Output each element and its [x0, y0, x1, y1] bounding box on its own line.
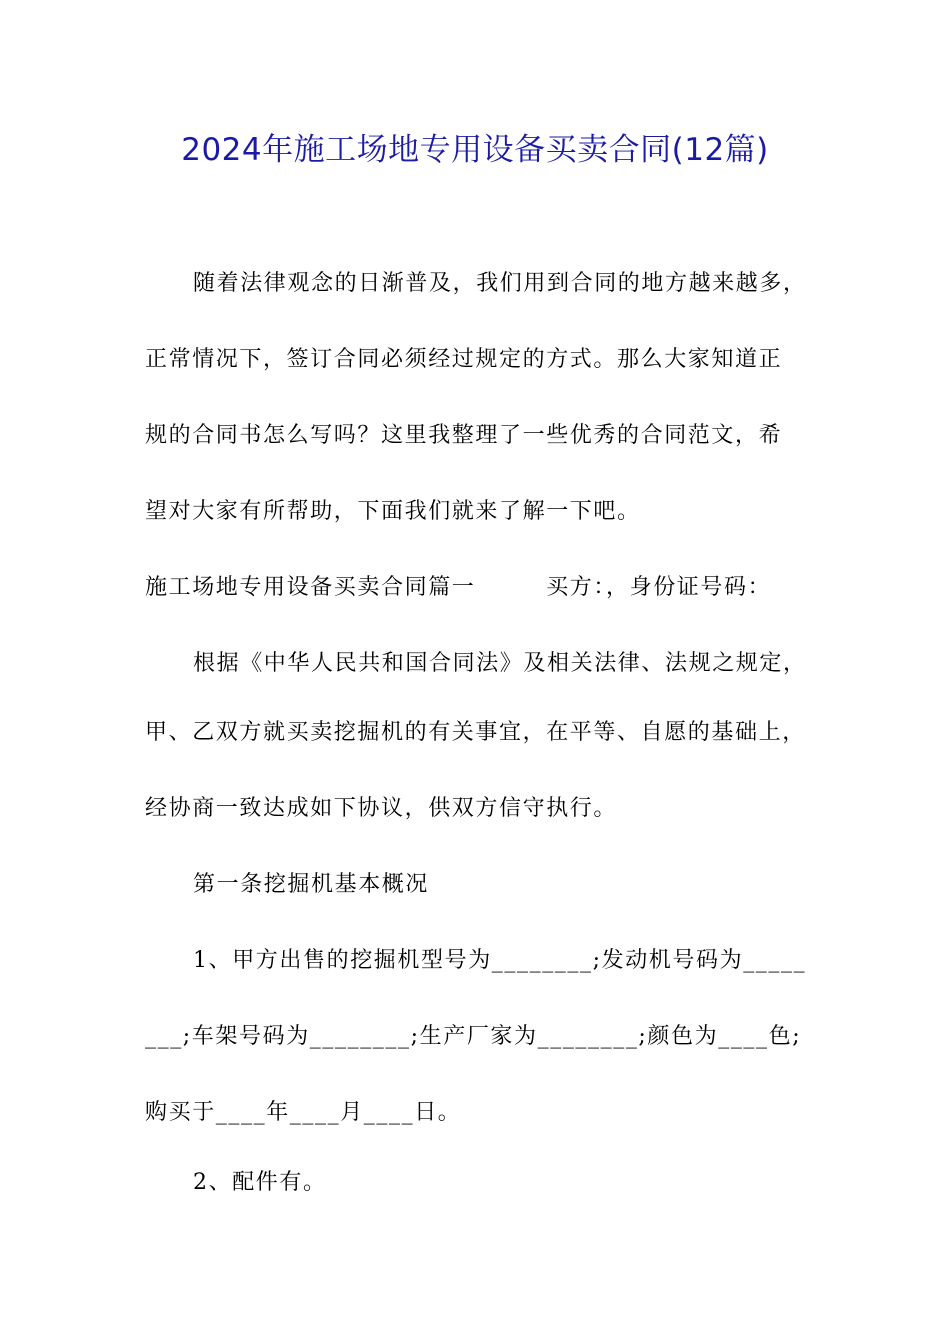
intro-line-3: 规的合同书怎么写吗？这里我整理了一些优秀的合同范文，希: [145, 423, 783, 448]
intro-line-1: 随着法律观念的日渐普及，我们用到合同的地方越来越多，: [193, 271, 807, 296]
article-one-heading: 第一条挖掘机基本概况: [193, 872, 430, 897]
document-title: 2024年施工场地专用设备买卖合同(12篇): [181, 132, 769, 168]
contract-para-line-1: 根据《中华人民共和国合同法》及相关法律、法规之规定，: [193, 651, 807, 676]
contract-para-line-3: 经协商一致达成如下协议，供双方信守执行。: [145, 796, 618, 821]
clause-1-line-1: 1、甲方出售的挖掘机型号为________;发动机号码为_____: [193, 948, 807, 973]
section-heading-line: 施工场地专用设备买卖合同篇一 买方：，身份证号码：: [145, 575, 772, 600]
intro-line-4: 望对大家有所帮助，下面我们就来了解一下吧。: [145, 499, 641, 524]
clause-1-line-3: 购买于____年____月____日。: [145, 1100, 462, 1125]
clause-1-line-2: ___;车架号码为________;生产厂家为________;颜色为____色;: [145, 1024, 802, 1049]
contract-para-line-2: 甲、乙双方就买卖挖掘机的有关事宜，在平等、自愿的基础上，: [145, 720, 806, 745]
intro-line-2: 正常情况下，签订合同必须经过规定的方式。那么大家知道正: [145, 347, 783, 372]
clause-2-line-1: 2、配件有。: [193, 1170, 327, 1195]
